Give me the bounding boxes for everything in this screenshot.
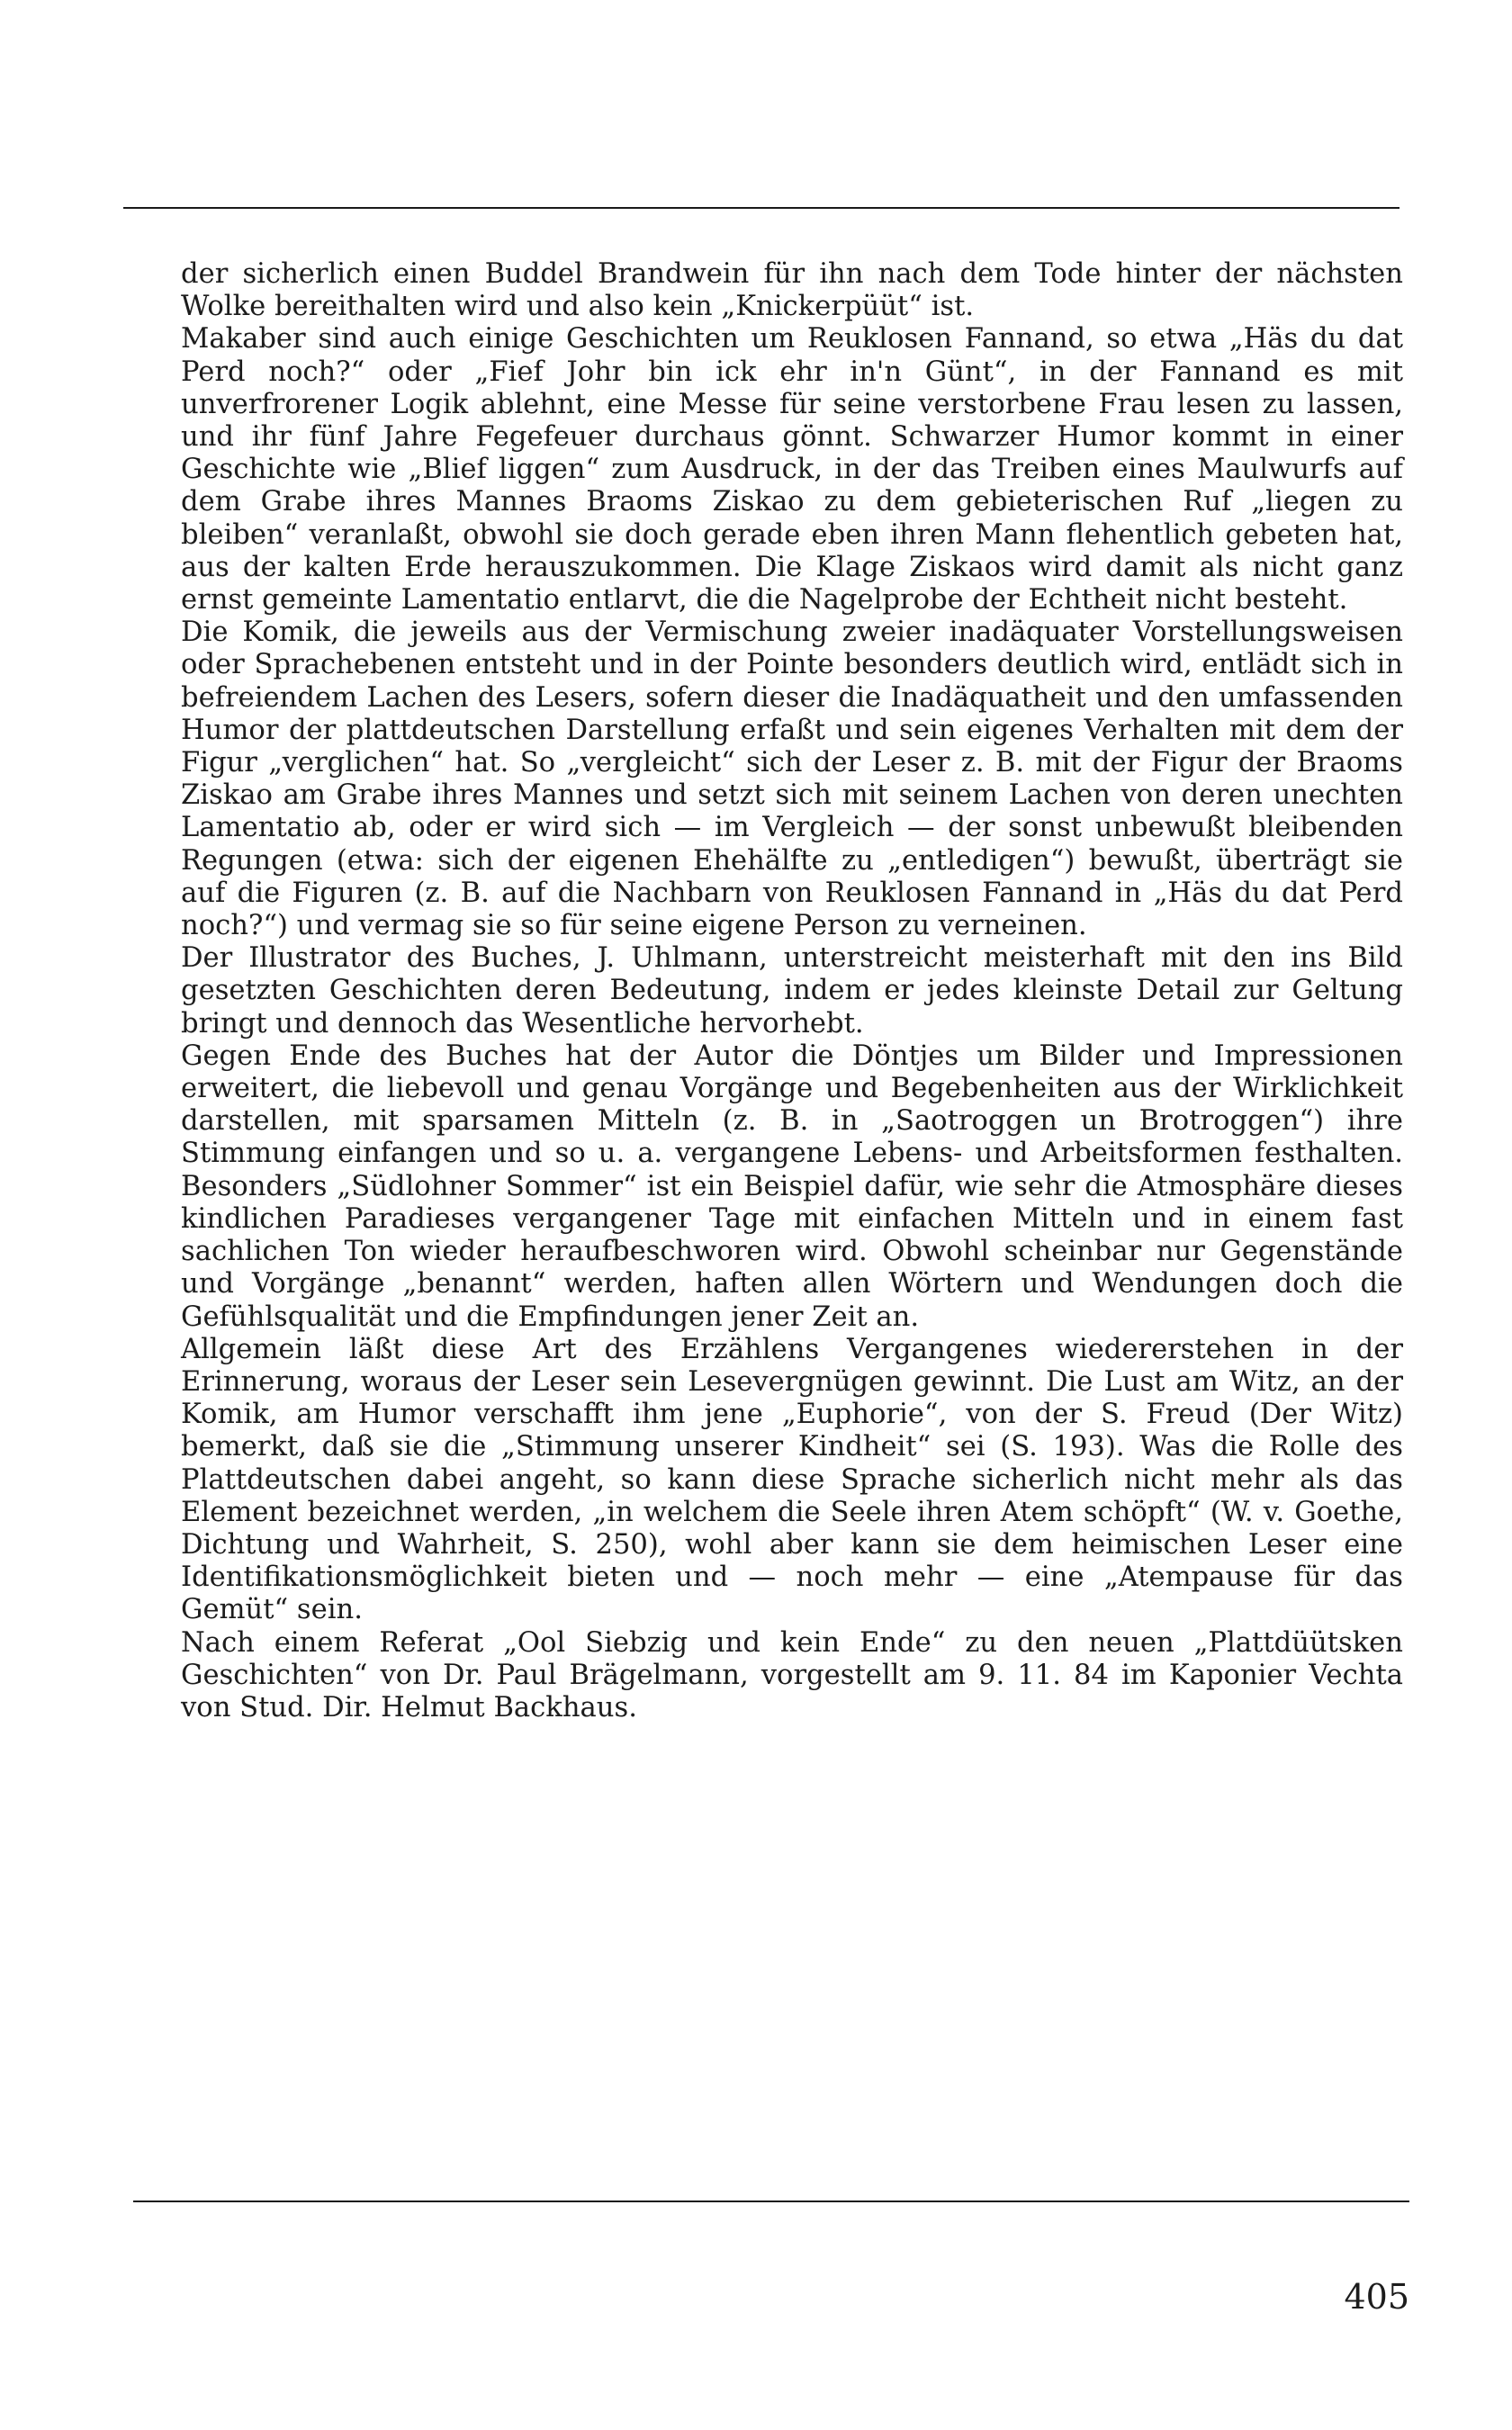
paragraph-3: Die Komik, die jeweils aus der Vermischung zweier inadäquater Vorstellungsweisen oder Sprachebenen entsteht und in der Pointe besonders deutlich wird, entlädt sich in befreiendem Lachen des Lesers, sofern dieser die Inadäquatheit und den umfassenden Humor der plattdeutschen Darstellung erfaßt und sein eigenes Verhalten mit dem der Figur „verglichen“ hat. So „vergleicht“ sich der Leser z. B. mit der Figur der Braoms Ziskao am Grabe ihres Mannes und setzt sich mit seinem Lachen von deren unechten Lamentatio ab, oder er wird sich — im Vergleich — der sonst unbewußt bleibenden Regungen (etwa: sich der eigenen Ehehälfte zu „entledigen“) bewußt, überträgt sie auf die Figuren (z. B. auf die Nachbarn von Reuklosen Fannand in „Häs du dat Perd noch?“) und vermag sie so für seine eigene Person zu verneinen. [181,616,1403,942]
paragraph-6: Allgemein läßt diese Art des Erzählens Vergangenes wiedererstehen in der Erinnerung, woraus der Leser sein Lesevergnügen gewinnt. Die Lust am Witz, an der Komik, am Humor verschafft ihm jene „Euphorie“, von der S. Freud (Der Witz) bemerkt, daß sie die „Stimmung unserer Kindheit“ sei (S. 193). Was die Rolle des Plattdeutschen dabei angeht, so kann diese Sprache sicherlich nicht mehr als das Element bezeichnet werden, „in welchem die Seele ihren Atem schöpft“ (W. v. Goethe, Dichtung und Wahrheit, S. 250), wohl aber kann sie dem heimischen Leser eine Identifikationsmöglichkeit bieten und — noch mehr — eine „Atempause für das Gemüt“ sein. [181,1333,1403,1626]
paragraph-5: Gegen Ende des Buches hat der Autor die Döntjes um Bilder und Impressionen erweitert, die liebevoll und genau Vorgänge und Begebenheiten aus der Wirklichkeit darstellen, mit sparsamen Mitteln (z. B. in „Saotroggen un Brotroggen“) ihre Stimmung einfangen und so u. a. vergangene Lebens- und Arbeitsformen festhalten. Besonders „Südlohner Sommer“ ist ein Beispiel dafür, wie sehr die Atmosphäre dieses kindlichen Paradieses vergangener Tage mit einfachen Mitteln und in einem fast sachlichen Ton wieder heraufbeschworen wird. Obwohl scheinbar nur Gegenstände und Vorgänge „benannt“ werden, haften allen Wörtern und Wendungen doch die Gefühlsqualität und die Empfindungen jener Zeit an. [181,1040,1403,1333]
paragraph-1: der sicherlich einen Buddel Brandwein für ihn nach dem Tode hinter der nächsten Wolke bereithalten wird und also kein „Knickerpüüt“ ist. [181,258,1403,323]
body-text [181,258,1403,1724]
paragraph-4: Der Illustrator des Buches, J. Uhlmann, unterstreicht meisterhaft mit den ins Bild gesetzten Geschichten deren Bedeutung, indem er jedes kleinste Detail zur Geltung bringt und dennoch das Wesentliche hervorhebt. [181,942,1403,1040]
top-rule [123,207,1400,209]
page-number: 405 [1344,2277,1409,2317]
bottom-rule [133,2200,1409,2202]
paragraph-2: Makaber sind auch einige Geschichten um Reuklosen Fannand, so etwa „Häs du dat Perd noch?“ oder „Fief Johr bin ick ehr in'n Günt“, in der Fannand es mit unverfrorener Logik ablehnt, eine Messe für seine verstorbene Frau lesen zu lassen, und ihr fünf Jahre Fegefeuer durchaus gönnt. Schwarzer Humor kommt in einer Geschichte wie „Blief liggen“ zum Ausdruck, in der das Treiben eines Maulwurfs auf dem Grabe ihres Mannes Braoms Ziskao zu dem gebieterischen Ruf „liegen zu bleiben“ veranlaßt, obwohl sie doch gerade eben ihren Mann flehentlich gebeten hat, aus der kalten Erde herauszukommen. Die Klage Ziskaos wird damit als nicht ganz ernst gemeinte Lamentatio entlarvt, die die Nagelprobe der Echtheit nicht besteht. [181,323,1403,616]
paragraph-7: Nach einem Referat „Ool Siebzig und kein Ende“ zu den neuen „Plattdüütsken Geschichten“ von Dr. Paul Brägelmann, vorgestellt am 9. 11. 84 im Kaponier Vechta von Stud. Dir. Helmut Backhaus. [181,1626,1403,1724]
